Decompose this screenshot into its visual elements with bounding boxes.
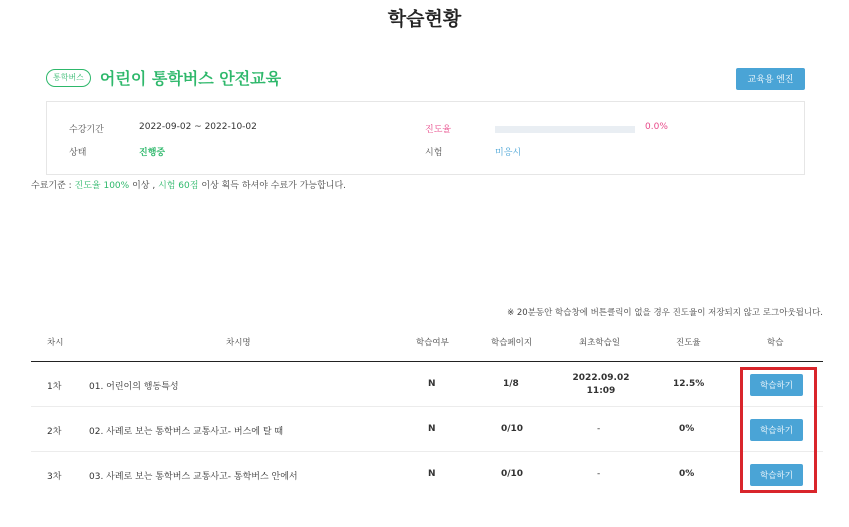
row-date-line2: 11:09 xyxy=(586,386,616,396)
header-session: 차시 xyxy=(47,338,64,348)
table-row xyxy=(31,452,823,497)
course-title: 어린이 통학버스 안전교육 xyxy=(99,69,282,88)
header-progress: 진도율 xyxy=(676,338,701,348)
exam-label: 시험 xyxy=(425,148,443,158)
row-name: 02. 사례로 보는 통학버스 교통사고- 버스에 탈 때 xyxy=(89,427,284,437)
page-title: 학습현황 xyxy=(387,8,462,30)
criteria-suffix: 이상 획득 하셔야 수료가 가능합니다. xyxy=(198,181,347,191)
row-page: 0/10 xyxy=(501,469,524,479)
row-progress: 12.5% xyxy=(673,379,705,389)
criteria-prefix: 수료기준 : xyxy=(31,181,75,191)
status-value: 진행중 xyxy=(139,148,166,158)
row-name: 01. 어린이의 행동특성 xyxy=(89,382,179,392)
study-button[interactable]: 학습하기 xyxy=(750,374,803,396)
education-engine-button[interactable]: 교육용 엔진 xyxy=(736,68,805,90)
status-label: 상태 xyxy=(69,148,87,158)
row-progress: 0% xyxy=(679,469,695,479)
period-value: 2022-09-02 ~ 2022-10-02 xyxy=(139,122,257,132)
progress-label: 진도율 xyxy=(425,125,452,135)
completion-criteria xyxy=(31,178,346,191)
row-studied: N xyxy=(428,379,436,389)
row-page: 0/10 xyxy=(501,424,524,434)
row-session: 1차 xyxy=(47,382,62,392)
row-progress: 0% xyxy=(679,424,695,434)
table-row xyxy=(31,407,823,452)
row-first-date: - xyxy=(597,469,601,479)
row-studied: N xyxy=(428,469,436,479)
course-header xyxy=(46,66,281,89)
header-action: 학습 xyxy=(767,338,784,348)
row-date-line1: 2022.09.02 xyxy=(572,373,630,383)
row-first-date: - xyxy=(597,424,601,434)
logout-notice: ※ 20분동안 학습창에 버튼클릭이 없을 경우 진도율이 저장되지 않고 로그아웃됩니다. xyxy=(507,308,823,318)
criteria-mid: 이상 , xyxy=(129,181,159,191)
exam-value: 미응시 xyxy=(495,148,522,158)
table-row xyxy=(31,362,823,407)
header-name: 차시명 xyxy=(226,338,251,348)
row-first-date xyxy=(566,372,636,398)
study-button[interactable]: 학습하기 xyxy=(750,464,803,486)
course-info-box xyxy=(46,101,805,175)
header-first-date: 최초학습일 xyxy=(579,338,621,348)
row-name: 03. 사례로 보는 통학버스 교통사고- 통학버스 안에서 xyxy=(89,472,298,482)
header-studied: 학습여부 xyxy=(416,338,449,348)
criteria-exam: 시험 60점 xyxy=(158,181,199,191)
progress-value: 0.0% xyxy=(645,122,668,132)
progress-bar xyxy=(495,126,635,133)
row-session: 3차 xyxy=(47,472,62,482)
period-label: 수강기간 xyxy=(69,125,104,135)
row-page: 1/8 xyxy=(503,379,519,389)
category-badge: 통학버스 xyxy=(46,69,91,87)
header-page: 학습페이지 xyxy=(491,338,533,348)
row-session: 2차 xyxy=(47,427,62,437)
lesson-table xyxy=(31,326,823,497)
row-studied: N xyxy=(428,424,436,434)
study-button[interactable]: 학습하기 xyxy=(750,419,803,441)
criteria-progress: 진도율 100% xyxy=(74,181,130,191)
table-header xyxy=(31,326,823,362)
